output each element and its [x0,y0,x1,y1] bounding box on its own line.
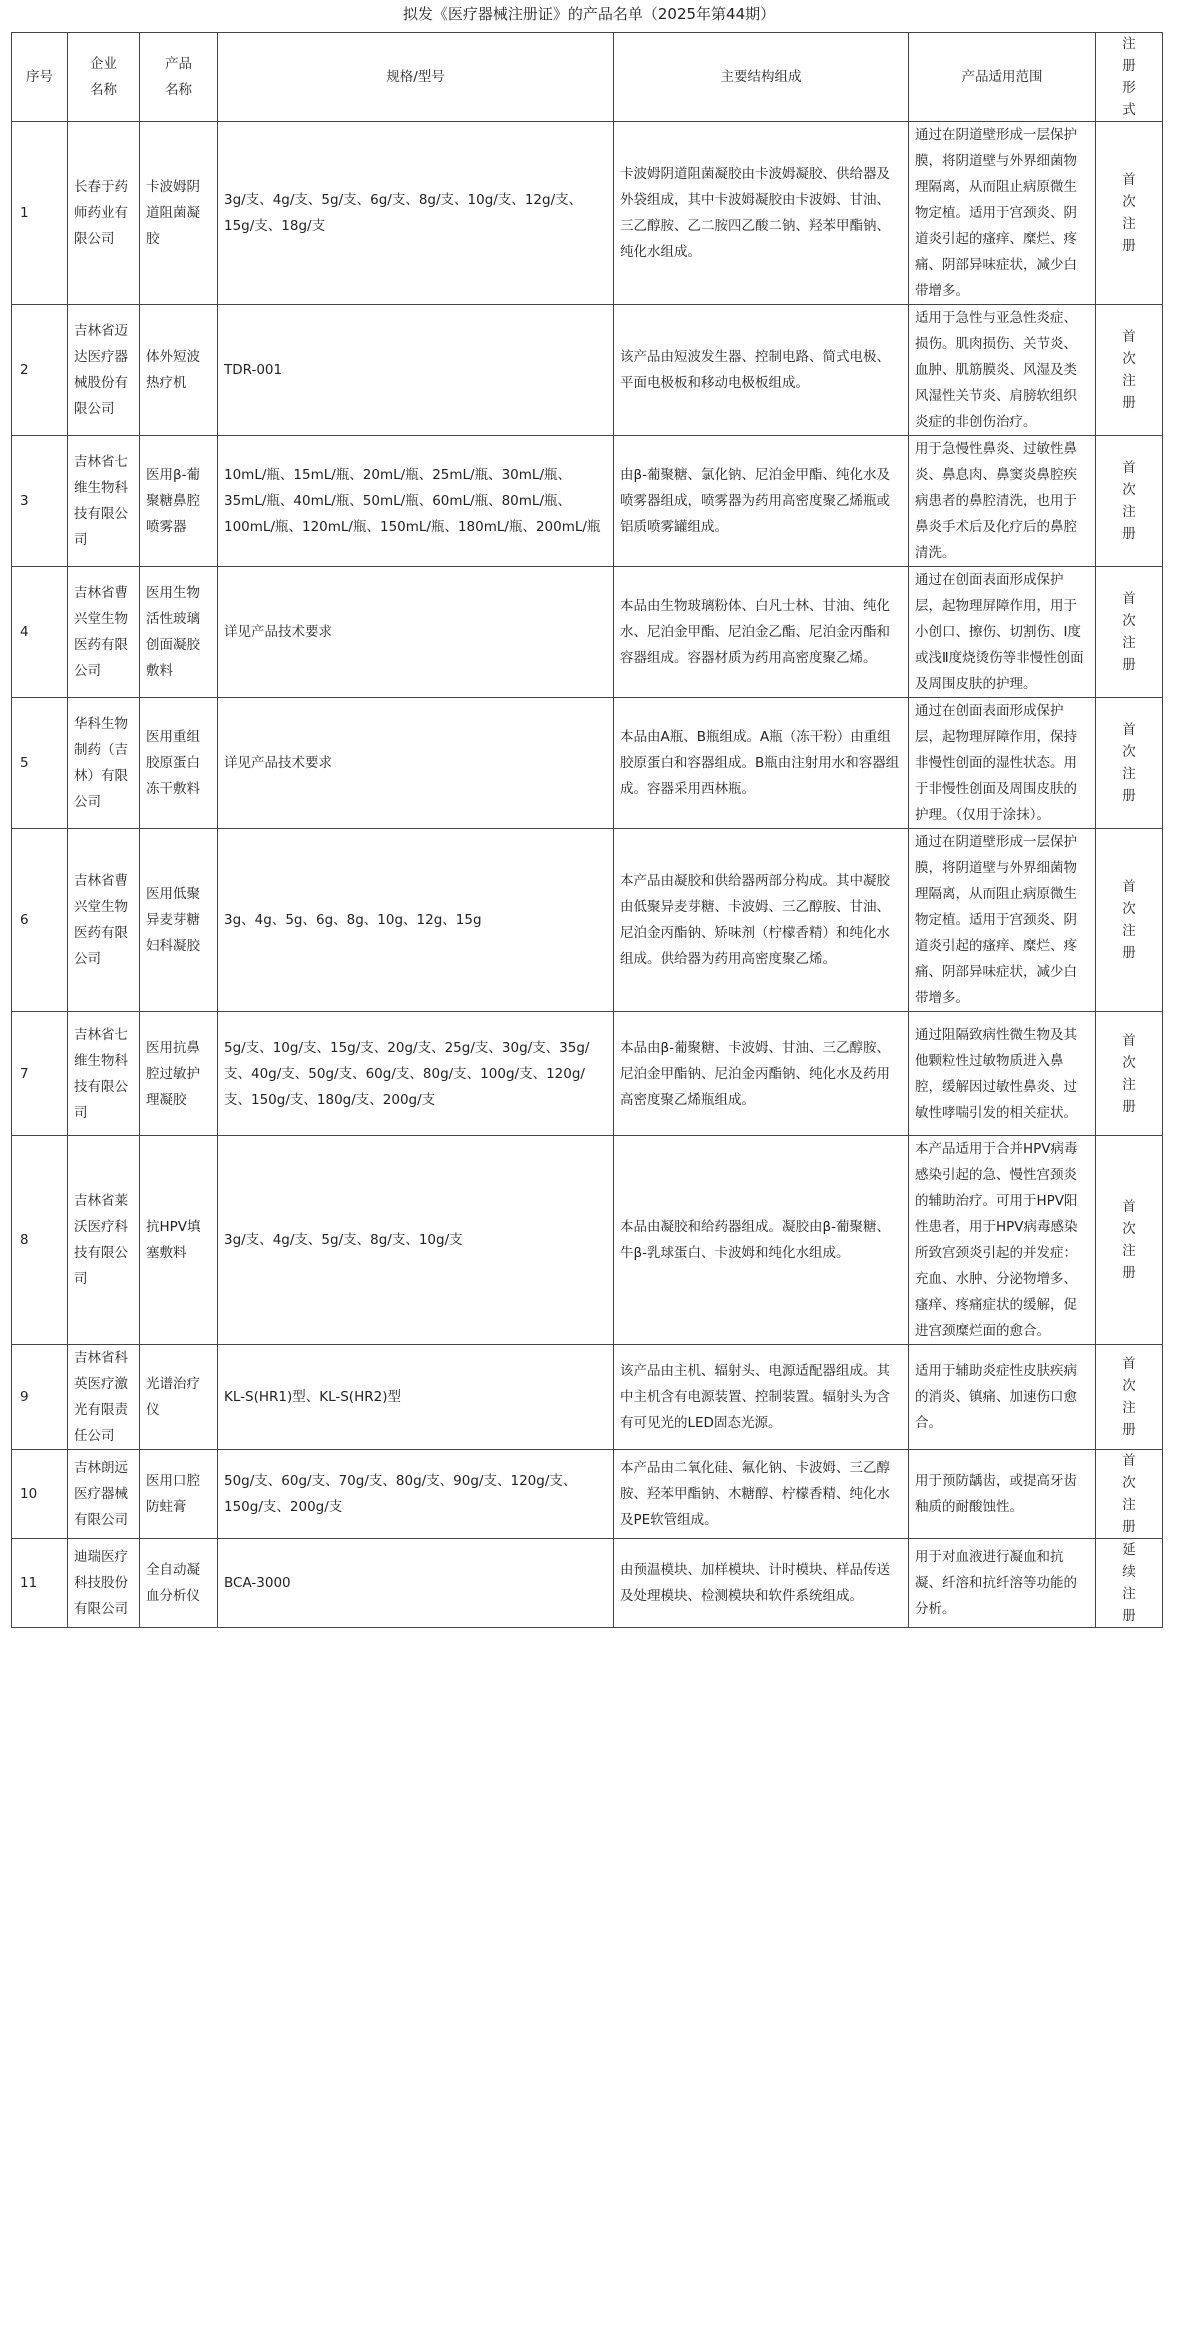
cell-scope: 本产品适用于合并HPV病毒感染引起的急、慢性宫颈炎的辅助治疗。可用于HPV阳性患者，用于HPV病毒感染所致宫颈炎引起的并发症：充血、水肿、分泌物增多、瘙痒、疼痛症状的缓解，促进宫颈糜烂面的愈合。 [909,1136,1096,1345]
cell-form: 首 次 注 册 [1096,567,1163,698]
cell-structure: 该产品由短波发生器、控制电路、简式电极、平面电极板和移动电极板组成。 [614,305,909,436]
cell-form: 延 续 注 册 [1096,1539,1163,1628]
table-row [12,1450,1163,1539]
cell-company: 吉林省曹兴堂生物医药有限公司 [68,829,140,1012]
cell-product: 医用抗鼻腔过敏护理凝胶 [140,1012,218,1136]
cell-structure: 卡波姆阴道阻菌凝胶由卡波姆凝胶、供给器及外袋组成，其中卡波姆凝胶由卡波姆、甘油、三乙醇胺、乙二胺四乙酸二钠、羟苯甲酯钠、纯化水组成。 [614,122,909,305]
cell-company: 吉林省曹兴堂生物医药有限公司 [68,567,140,698]
cell-form: 首 次 注 册 [1096,436,1163,567]
cell-form: 首 次 注 册 [1096,1450,1163,1539]
cell-no: 9 [12,1345,68,1450]
cell-no: 1 [12,122,68,305]
cell-no: 5 [12,698,68,829]
table-row [12,567,1163,698]
cell-spec: TDR-001 [218,305,614,436]
cell-company: 吉林省莱沃医疗科技有限公司 [68,1136,140,1345]
cell-spec: 详见产品技术要求 [218,698,614,829]
cell-product: 医用重组胶原蛋白冻干敷料 [140,698,218,829]
cell-product: 医用口腔防蛀膏 [140,1450,218,1539]
product-table [11,32,1163,1628]
cell-product: 光谱治疗仪 [140,1345,218,1450]
header-product: 产品 名称 [140,33,218,122]
cell-form: 首 次 注 册 [1096,305,1163,436]
cell-product: 体外短波热疗机 [140,305,218,436]
cell-company: 吉林省七维生物科技有限公司 [68,436,140,567]
cell-form: 首 次 注 册 [1096,1345,1163,1450]
cell-no: 4 [12,567,68,698]
cell-product: 全自动凝血分析仪 [140,1539,218,1628]
header-scope: 产品适用范围 [909,33,1096,122]
cell-structure: 本品由凝胶和给药器组成。凝胶由β-葡聚糖、牛β-乳球蛋白、卡波姆和纯化水组成。 [614,1136,909,1345]
cell-scope: 适用于辅助炎症性皮肤疾病的消炎、镇痛、加速伤口愈合。 [909,1345,1096,1450]
table-row [12,1539,1163,1628]
cell-structure: 本品由β-葡聚糖、卡波姆、甘油、三乙醇胺、尼泊金甲酯钠、尼泊金丙酯钠、纯化水及药用高密度聚乙烯瓶组成。 [614,1012,909,1136]
header-no: 序号 [12,33,68,122]
cell-no: 7 [12,1012,68,1136]
cell-form: 首 次 注 册 [1096,122,1163,305]
header-structure: 主要结构组成 [614,33,909,122]
cell-scope: 适用于急性与亚急性炎症、损伤。肌肉损伤、关节炎、血肿、肌筋膜炎、风湿及类风湿性关节炎、肩膀软组织炎症的非创伤治疗。 [909,305,1096,436]
cell-scope: 通过在创面表面形成保护层，起物理屏障作用，保持非慢性创面的湿性状态。用于非慢性创面及周围皮肤的护理。（仅用于涂抹）。 [909,698,1096,829]
cell-company: 吉林省迈达医疗器械股份有限公司 [68,305,140,436]
cell-product: 卡波姆阴道阻菌凝胶 [140,122,218,305]
cell-structure: 该产品由主机、辐射头、电源适配器组成。其中主机含有电源装置、控制装置。辐射头为含有可见光的LED固态光源。 [614,1345,909,1450]
cell-structure: 本品由A瓶、B瓶组成。A瓶（冻干粉）由重组胶原蛋白和容器组成。B瓶由注射用水和容器组成。容器采用西林瓶。 [614,698,909,829]
table-row [12,698,1163,829]
cell-company: 吉林省科英医疗激光有限责任公司 [68,1345,140,1450]
table-row [12,1345,1163,1450]
cell-spec: 3g/支、4g/支、5g/支、8g/支、10g/支 [218,1136,614,1345]
cell-spec: 50g/支、60g/支、70g/支、80g/支、90g/支、120g/支、150g/支、200g/支 [218,1450,614,1539]
cell-scope: 通过在创面表面形成保护层，起物理屏障作用，用于小创口、擦伤、切割伤、Ⅰ度或浅Ⅱ度烧烫伤等非慢性创面及周围皮肤的护理。 [909,567,1096,698]
table-header-row [12,33,1163,122]
cell-spec: BCA-3000 [218,1539,614,1628]
table-row [12,122,1163,305]
header-company: 企业 名称 [68,33,140,122]
cell-scope: 用于预防龋齿，或提高牙齿釉质的耐酸蚀性。 [909,1450,1096,1539]
table-row [12,305,1163,436]
cell-spec: 5g/支、10g/支、15g/支、20g/支、25g/支、30g/支、35g/支、40g/支、50g/支、60g/支、80g/支、100g/支、120g/支、150g/支、180g/支、200g/支 [218,1012,614,1136]
header-spec: 规格/型号 [218,33,614,122]
cell-structure: 由β-葡聚糖、氯化钠、尼泊金甲酯、纯化水及喷雾器组成，喷雾器为药用高密度聚乙烯瓶或铝质喷雾罐组成。 [614,436,909,567]
cell-product: 医用β-葡聚糖鼻腔喷雾器 [140,436,218,567]
cell-spec: 详见产品技术要求 [218,567,614,698]
cell-product: 医用低聚异麦芽糖妇科凝胶 [140,829,218,1012]
cell-structure: 本产品由二氧化硅、氟化钠、卡波姆、三乙醇胺、羟苯甲酯钠、木糖醇、柠檬香精、纯化水及PE软管组成。 [614,1450,909,1539]
cell-scope: 通过阻隔致病性微生物及其他颗粒性过敏物质进入鼻腔，缓解因过敏性鼻炎、过敏性哮喘引发的相关症状。 [909,1012,1096,1136]
cell-no: 10 [12,1450,68,1539]
header-form: 注 册 形 式 [1096,33,1163,122]
cell-no: 2 [12,305,68,436]
cell-form: 首 次 注 册 [1096,698,1163,829]
cell-form: 首 次 注 册 [1096,829,1163,1012]
cell-spec: 3g/支、4g/支、5g/支、6g/支、8g/支、10g/支、12g/支、15g/支、18g/支 [218,122,614,305]
cell-company: 长春于药师药业有限公司 [68,122,140,305]
cell-no: 3 [12,436,68,567]
cell-scope: 通过在阴道壁形成一层保护膜，将阴道壁与外界细菌物理隔离，从而阻止病原微生物定植。适用于宫颈炎、阴道炎引起的瘙痒、糜烂、疼痛、阴部异味症状，减少白带增多。 [909,829,1096,1012]
cell-form: 首 次 注 册 [1096,1136,1163,1345]
cell-company: 吉林朗远医疗器械有限公司 [68,1450,140,1539]
cell-structure: 本产品由凝胶和供给器两部分构成。其中凝胶由低聚异麦芽糖、卡波姆、三乙醇胺、甘油、尼泊金丙酯钠、矫味剂（柠檬香精）和纯化水组成。供给器为药用高密度聚乙烯。 [614,829,909,1012]
cell-structure: 本品由生物玻璃粉体、白凡士林、甘油、纯化水、尼泊金甲酯、尼泊金乙酯、尼泊金丙酯和容器组成。容器材质为药用高密度聚乙烯。 [614,567,909,698]
cell-no: 8 [12,1136,68,1345]
cell-company: 华科生物制药（吉林）有限公司 [68,698,140,829]
cell-form: 首 次 注 册 [1096,1012,1163,1136]
cell-no: 6 [12,829,68,1012]
cell-product: 抗HPV填塞敷料 [140,1136,218,1345]
table-row [12,436,1163,567]
cell-scope: 通过在阴道壁形成一层保护膜，将阴道壁与外界细菌物理隔离，从而阻止病原微生物定植。适用于宫颈炎、阴道炎引起的瘙痒、糜烂、疼痛、阴部异味症状，减少白带增多。 [909,122,1096,305]
table-row [12,1012,1163,1136]
cell-spec: KL-S(HR1)型、KL-S(HR2)型 [218,1345,614,1450]
table-row [12,829,1163,1012]
cell-company: 吉林省七维生物科技有限公司 [68,1012,140,1136]
cell-structure: 由预温模块、加样模块、计时模块、样品传送及处理模块、检测模块和软件系统组成。 [614,1539,909,1628]
cell-scope: 用于对血液进行凝血和抗凝、纤溶和抗纤溶等功能的分析。 [909,1539,1096,1628]
cell-scope: 用于急慢性鼻炎、过敏性鼻炎、鼻息肉、鼻窦炎鼻腔疾病患者的鼻腔清洗，也用于鼻炎手术后及化疗后的鼻腔清洗。 [909,436,1096,567]
cell-company: 迪瑞医疗科技股份有限公司 [68,1539,140,1628]
document-title: 拟发《医疗器械注册证》的产品名单（2025年第44期） [402,5,776,23]
cell-spec: 3g、4g、5g、6g、8g、10g、12g、15g [218,829,614,1012]
cell-product: 医用生物活性玻璃创面凝胶敷料 [140,567,218,698]
cell-spec: 10mL/瓶、15mL/瓶、20mL/瓶、25mL/瓶、30mL/瓶、35mL/瓶、40mL/瓶、50mL/瓶、60mL/瓶、80mL/瓶、100mL/瓶、120mL/瓶、150mL/瓶、180mL/瓶、200mL/瓶 [218,436,614,567]
cell-no: 11 [12,1539,68,1628]
table-row [12,1136,1163,1345]
